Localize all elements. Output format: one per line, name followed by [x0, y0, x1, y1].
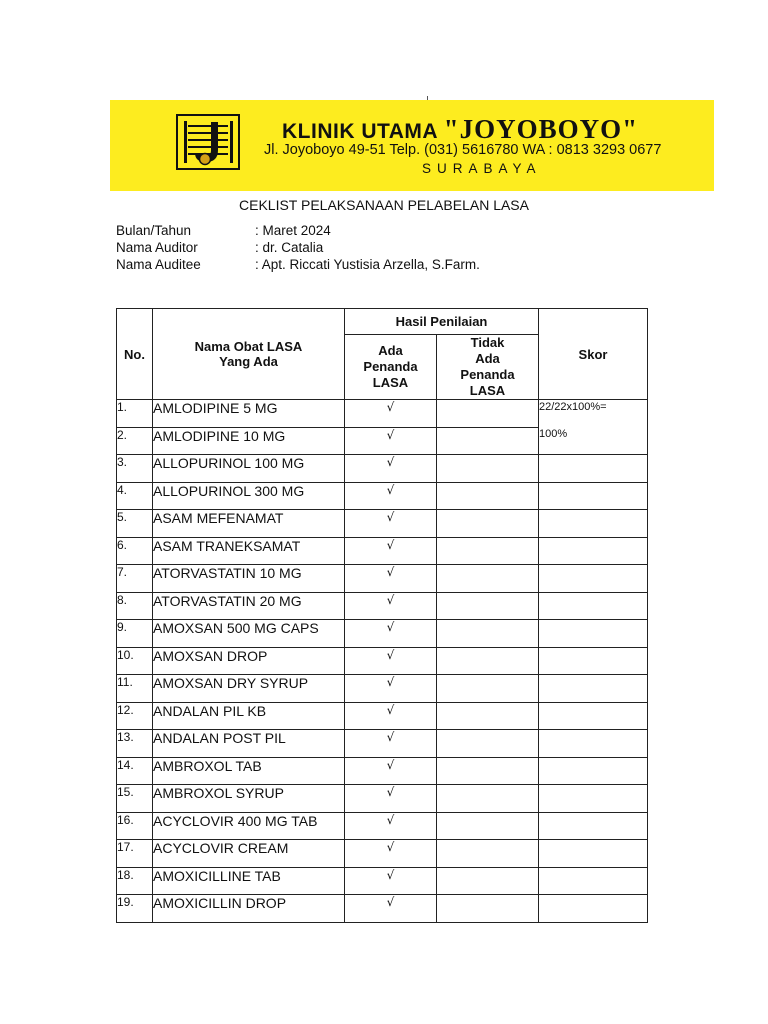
clinic-name-prefix: KLINIK UTAMA [282, 120, 438, 143]
table-row [117, 702, 648, 730]
table-row [117, 867, 648, 895]
no-label-check [437, 455, 539, 483]
no-label-check [437, 427, 539, 455]
no-label-check [437, 730, 539, 758]
checklist-body [117, 400, 648, 923]
row-number: 11. [117, 675, 153, 703]
document-title [0, 197, 768, 213]
row-number: 18. [117, 867, 153, 895]
row-number: 12. [117, 702, 153, 730]
table-row [117, 675, 648, 703]
score-empty-cell [539, 757, 648, 785]
has-label-check: √ [345, 675, 437, 703]
table-row [117, 812, 648, 840]
meta-label: Nama Auditor [116, 240, 198, 255]
table-row [117, 592, 648, 620]
score-result: 100% [539, 428, 568, 440]
document-title-text: CEKLIST PELAKSANAAN PELABELAN LASA [239, 197, 529, 213]
meta-value: : Apt. Riccati Yustisia Arzella, S.Farm. [255, 257, 480, 272]
header-ada-line1: Ada [378, 343, 403, 358]
header-ada-line3: LASA [372, 375, 409, 390]
meta-value: : Maret 2024 [255, 223, 331, 238]
clinic-city: SURABAYA [422, 161, 542, 176]
score-empty-cell [539, 620, 648, 648]
header-name-line1: Nama Obat LASA [194, 339, 303, 354]
table-row [117, 455, 648, 483]
has-label-check: √ [345, 620, 437, 648]
no-label-check [437, 400, 539, 428]
score-empty-cell [539, 785, 648, 813]
drug-name: ATORVASTATIN 20 MG [153, 592, 345, 620]
score-empty-cell [539, 675, 648, 703]
row-number: 19. [117, 895, 153, 923]
score-formula: 22/22x100%= [539, 401, 607, 413]
no-label-check [437, 510, 539, 538]
header-ada-line2: Penanda [363, 359, 418, 374]
row-number: 10. [117, 647, 153, 675]
drug-name: ALLOPURINOL 100 MG [153, 455, 345, 483]
drug-name: AMOXSAN 500 MG CAPS [153, 620, 345, 648]
header-no: No. [117, 309, 153, 400]
header-no-label [437, 335, 539, 400]
has-label-check: √ [345, 400, 437, 428]
meta-label: Bulan/Tahun [116, 223, 192, 238]
header-tidak-line4: LASA [469, 383, 506, 398]
no-label-check [437, 840, 539, 868]
row-number: 5. [117, 510, 153, 538]
drug-name: AMOXSAN DRY SYRUP [153, 675, 345, 703]
row-number: 15. [117, 785, 153, 813]
has-label-check: √ [345, 840, 437, 868]
has-label-check: √ [345, 867, 437, 895]
has-label-check: √ [345, 785, 437, 813]
drug-name: ANDALAN POST PIL [153, 730, 345, 758]
no-label-check [437, 592, 539, 620]
score-empty-cell [539, 455, 648, 483]
drug-name: AMLODIPINE 10 MG [153, 427, 345, 455]
has-label-check: √ [345, 482, 437, 510]
row-number: 13. [117, 730, 153, 758]
has-label-check: √ [345, 537, 437, 565]
score-empty-cell [539, 812, 648, 840]
score-empty-cell [539, 537, 648, 565]
drug-name: ANDALAN PIL KB [153, 702, 345, 730]
table-row [117, 400, 648, 428]
table-row [117, 565, 648, 593]
no-label-check [437, 537, 539, 565]
drug-name: ASAM TRANEKSAMAT [153, 537, 345, 565]
header-has-label [345, 335, 437, 400]
has-label-check: √ [345, 812, 437, 840]
table-row [117, 895, 648, 923]
header-score: Skor [539, 309, 648, 400]
drug-name: AMBROXOL SYRUP [153, 785, 345, 813]
no-label-check [437, 895, 539, 923]
drug-name: AMOXICILLIN DROP [153, 895, 345, 923]
no-label-check [437, 785, 539, 813]
drug-name: ACYCLOVIR CREAM [153, 840, 345, 868]
clinic-header-banner [110, 100, 714, 191]
meta-row-auditee [116, 256, 480, 273]
table-row [117, 785, 648, 813]
header-assessment-group: Hasil Penilaian [345, 309, 539, 335]
has-label-check: √ [345, 427, 437, 455]
has-label-check: √ [345, 592, 437, 620]
drug-name: AMBROXOL TAB [153, 757, 345, 785]
row-number: 3. [117, 455, 153, 483]
table-row [117, 620, 648, 648]
no-label-check [437, 482, 539, 510]
no-label-check [437, 565, 539, 593]
row-number: 2. [117, 427, 153, 455]
table-row [117, 840, 648, 868]
no-label-check [437, 620, 539, 648]
score-empty-cell [539, 867, 648, 895]
score-empty-cell [539, 592, 648, 620]
no-label-check [437, 812, 539, 840]
score-empty-cell [539, 482, 648, 510]
no-label-check [437, 647, 539, 675]
score-empty-cell [539, 510, 648, 538]
no-label-check [437, 702, 539, 730]
table-row [117, 647, 648, 675]
header-tidak-line1: Tidak [470, 335, 505, 350]
has-label-check: √ [345, 455, 437, 483]
drug-name: ACYCLOVIR 400 MG TAB [153, 812, 345, 840]
score-empty-cell [539, 730, 648, 758]
drug-name: AMOXICILLINE TAB [153, 867, 345, 895]
score-empty-cell [539, 565, 648, 593]
no-label-check [437, 757, 539, 785]
table-row [117, 757, 648, 785]
has-label-check: √ [345, 757, 437, 785]
score-cell [539, 400, 648, 455]
clinic-address: Jl. Joyoboyo 49-51 Telp. (031) 5616780 WA : 0813 3293 0677 [264, 142, 662, 158]
header-name-line2: Yang Ada [219, 354, 278, 369]
has-label-check: √ [345, 647, 437, 675]
row-number: 16. [117, 812, 153, 840]
row-number: 17. [117, 840, 153, 868]
row-number: 9. [117, 620, 153, 648]
drug-name: ASAM MEFENAMAT [153, 510, 345, 538]
header-drug-name [153, 309, 345, 400]
table-row [117, 730, 648, 758]
header-tidak-line3: Penanda [460, 367, 515, 382]
score-empty-cell [539, 840, 648, 868]
no-label-check [437, 675, 539, 703]
no-label-check [437, 867, 539, 895]
has-label-check: √ [345, 702, 437, 730]
drug-name: AMOXSAN DROP [153, 647, 345, 675]
drug-name: ALLOPURINOL 300 MG [153, 482, 345, 510]
score-empty-cell [539, 895, 648, 923]
row-number: 8. [117, 592, 153, 620]
clinic-name [282, 114, 638, 145]
clinic-logo-icon [176, 114, 240, 170]
has-label-check: √ [345, 510, 437, 538]
row-number: 4. [117, 482, 153, 510]
audit-meta [116, 222, 480, 273]
meta-row-period [116, 222, 480, 239]
has-label-check: √ [345, 730, 437, 758]
meta-label: Nama Auditee [116, 257, 201, 272]
table-row [117, 537, 648, 565]
row-number: 1. [117, 400, 153, 428]
has-label-check: √ [345, 895, 437, 923]
header-tidak-line2: Ada [475, 351, 500, 366]
has-label-check: √ [345, 565, 437, 593]
meta-value: : dr. Catalia [255, 240, 324, 255]
table-row [117, 482, 648, 510]
drug-name: ATORVASTATIN 10 MG [153, 565, 345, 593]
row-number: 7. [117, 565, 153, 593]
clinic-name-quoted: "JOYOBOYO" [443, 114, 639, 144]
score-empty-cell [539, 702, 648, 730]
lasa-checklist-table [116, 308, 648, 923]
meta-row-auditor [116, 239, 480, 256]
table-row [117, 510, 648, 538]
row-number: 14. [117, 757, 153, 785]
row-number: 6. [117, 537, 153, 565]
score-empty-cell [539, 647, 648, 675]
drug-name: AMLODIPINE 5 MG [153, 400, 345, 428]
